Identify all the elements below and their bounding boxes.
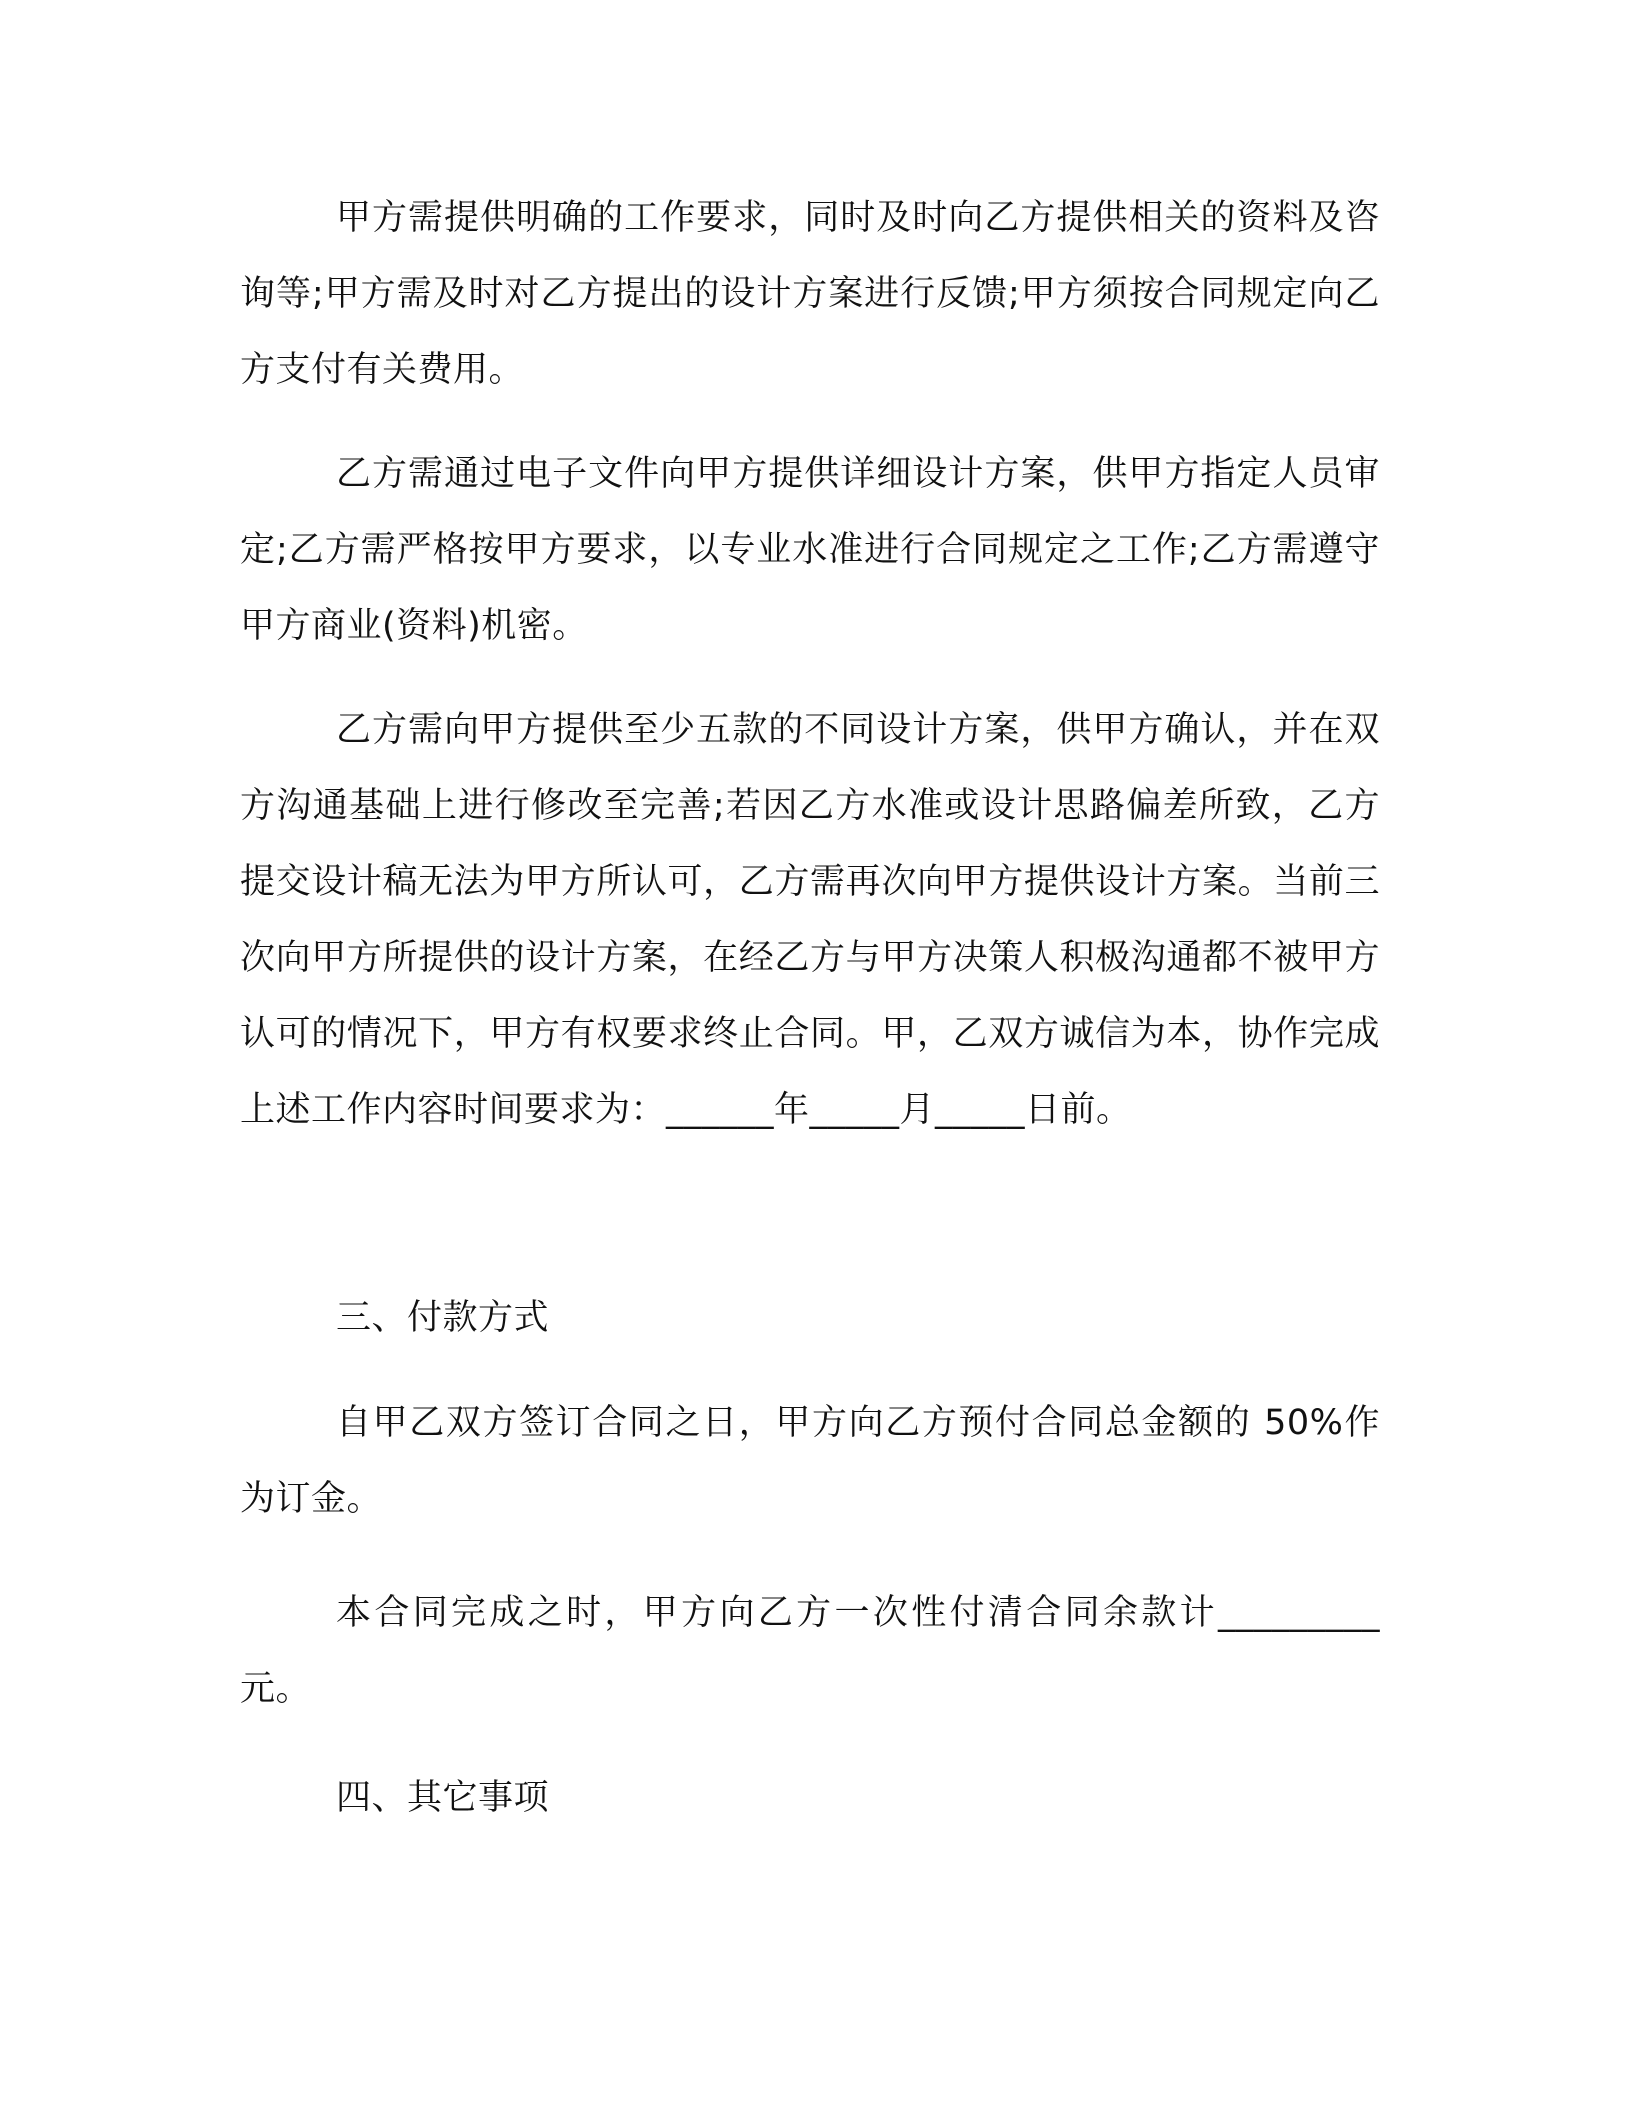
- paragraph-design-proposals: 乙方需向甲方提供至少五款的不同设计方案，供甲方确认，并在双方沟通基础上进行修改至完善;若因乙方水准或设计思路偏差所致，乙方提交设计稿无法为甲方所认可，乙方需再次向甲方提供设计方案。当前三次向甲方所提供的设计方案，在经乙方与甲方决策人积极沟通都不被甲方认可的情况下，甲方有权要求终止合同。甲，乙双方诚信为本，协作完成上述工作内容时间要求为：______年_____月_____日前。: [240, 710, 1380, 1130]
- paragraph-party-a-obligations: 甲方需提供明确的工作要求，同时及时向乙方提供相关的资料及咨询等;甲方需及时对乙方提出的设计方案进行反馈;甲方须按合同规定向乙方支付有关费用。: [240, 198, 1380, 390]
- paragraph-party-b-obligations: 乙方需通过电子文件向甲方提供详细设计方案，供甲方指定人员审定;乙方需严格按甲方要求，以专业水准进行合同规定之工作;乙方需遵守甲方商业(资料)机密。: [240, 454, 1380, 646]
- section-heading-payment: 三、付款方式: [336, 1298, 550, 1338]
- paragraph-deposit: 自甲乙双方签订合同之日，甲方向乙方预付合同总金额的 50%作为订金。: [240, 1403, 1380, 1519]
- paragraph-final-payment: 本合同完成之时，甲方向乙方一次性付清合同余款计_________元。: [240, 1593, 1380, 1709]
- section-heading-other-matters: 四、其它事项: [336, 1778, 550, 1818]
